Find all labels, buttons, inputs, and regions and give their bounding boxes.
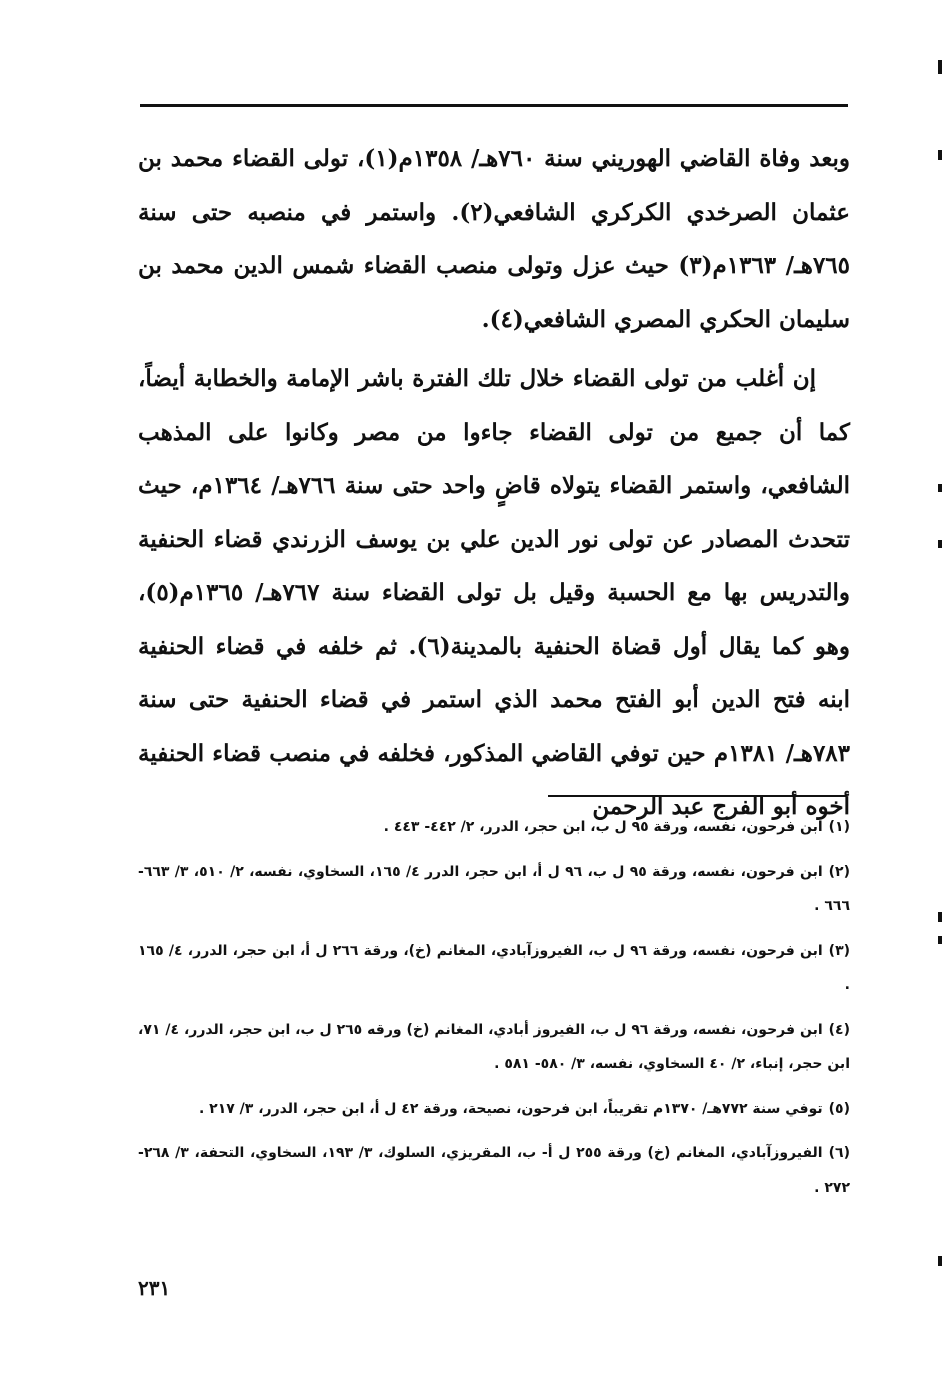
scan-edge-mark xyxy=(938,936,942,944)
scan-edge-mark xyxy=(938,1256,942,1266)
footnote-text: الفيروزآبادي، المغانم (خ) ورقة ٢٥٥ ل أ- ب، المقريزي، السلوك، ٣/ ١٩٣، السخاوي، التحفة، ٣/ ٢٦٨- ٢٧٢ . xyxy=(138,1145,850,1196)
header-rule xyxy=(140,104,848,107)
footnote-text: توفي سنة ٧٧٢هـ/ ١٣٧٠م تقريباً، ابن فرحون، نصيحة، ورقة ٤٢ ل أ، ابن حجر، الدرر، ٣/ ٢١٧ . xyxy=(198,1100,823,1117)
footnote-text: ابن فرحون، نفسه، ورقة ٩٥ ل ب، ٩٦ ل أ، ابن حجر، الدرر ٤/ ١٦٥، السخاوي، نفسه، ٢/ ٥١٠، ٣/ ٦٦٣- ٦٦٦ . xyxy=(138,863,850,914)
scan-edge-mark xyxy=(938,484,942,492)
footnote-5 xyxy=(138,1092,850,1127)
footnote-number: (٣) xyxy=(828,942,851,959)
main-text xyxy=(138,132,850,834)
footnote-3 xyxy=(138,934,850,1003)
footnote-separator xyxy=(548,795,846,797)
footnote-text: ابن فرحون، نفسه، ورقة ٩٥ ل ب، ابن حجر، الدرر، ٢/ ٤٤٢- ٤٤٣ . xyxy=(383,819,823,835)
scan-edge-mark xyxy=(938,912,942,922)
footnote-number: (٢) xyxy=(828,863,850,880)
footnotes xyxy=(138,810,850,1215)
footnote-4 xyxy=(138,1013,850,1082)
footnote-1 xyxy=(138,810,850,845)
scan-edge-mark xyxy=(938,150,942,160)
footnote-number: (٥) xyxy=(828,1100,850,1117)
footnote-6 xyxy=(138,1136,850,1205)
footnote-2 xyxy=(138,855,850,924)
footnote-text: ابن فرحون، نفسه، ورقة ٩٦ ل ب، الفيروز أبادي، المغانم (خ) ورقه ٢٦٥ ل ب، ابن حجر، الدرر، ٤/ ٧١، ابن حجر، إنباء، ٢/ ٤٠ السخاوي، نفسه، ٣/ ٥٨٠- ٥٨١ . xyxy=(138,1021,850,1072)
footnote-number: (٦) xyxy=(828,1145,850,1161)
footnote-number: (٤) xyxy=(828,1021,850,1038)
paragraph-2: إن أغلب من تولى القضاء خلال تلك الفترة باشر الإمامة والخطابة أيضاً، كما أن جميع من تولى القضاء جاءوا من مصر وكانوا على المذهب الشافعي، واستمر القضاء يتولاه قاضٍ واحد حتى سنة ٧٦٦هـ/ ١٣٦٤م، حيث تتحدث المصادر عن تولى نور الدين علي بن يوسف الزرندي قضاء الحنفية والتدريس بها مع الحسبة وقيل بل تولى القضاء سنة ٧٦٧هـ/ ١٣٦٥م(٥)، وهو كما يقال أول قضاة الحنفية بالمدينة(٦). ثم خلفه في قضاء الحنفية ابنه فتح الدين أبو الفتح محمد الذي استمر في قضاء الحنفية حتى سنة ٧٨٣هـ/ ١٣٨١م حين توفي القاضي المذكور، فخلفه في منصب قضاء الحنفية أخوه أبو الفرج عبد الرحمن xyxy=(138,365,851,820)
page-number: ٢٣١ xyxy=(138,1276,171,1300)
scan-edge-mark xyxy=(938,540,942,548)
paragraph-1: وبعد وفاة القاضي الهوريني سنة ٧٦٠هـ/ ١٣٥٨م(١)، تولى القضاء محمد بن عثمان الصرخدي الكركري الشافعي(٢). واستمر في منصبه حتى سنة ٧٦٥هـ/ ١٣٦٣م(٣) حيث عزل وتولى منصب القضاء شمس الدين محمد بن سليمان الحكري المصري الشافعي(٤). xyxy=(138,145,850,333)
footnote-number: (١) xyxy=(828,819,850,835)
scan-edge-mark xyxy=(938,60,942,74)
footnote-text: ابن فرحون، نفسه، ورقة ٩٦ ل ب، الفيروزآبادي، المغانم (خ)، ورقة ٢٦٦ ل أ، ابن حجر، الدرر، ٤/ ١٦٥ . xyxy=(138,942,850,993)
